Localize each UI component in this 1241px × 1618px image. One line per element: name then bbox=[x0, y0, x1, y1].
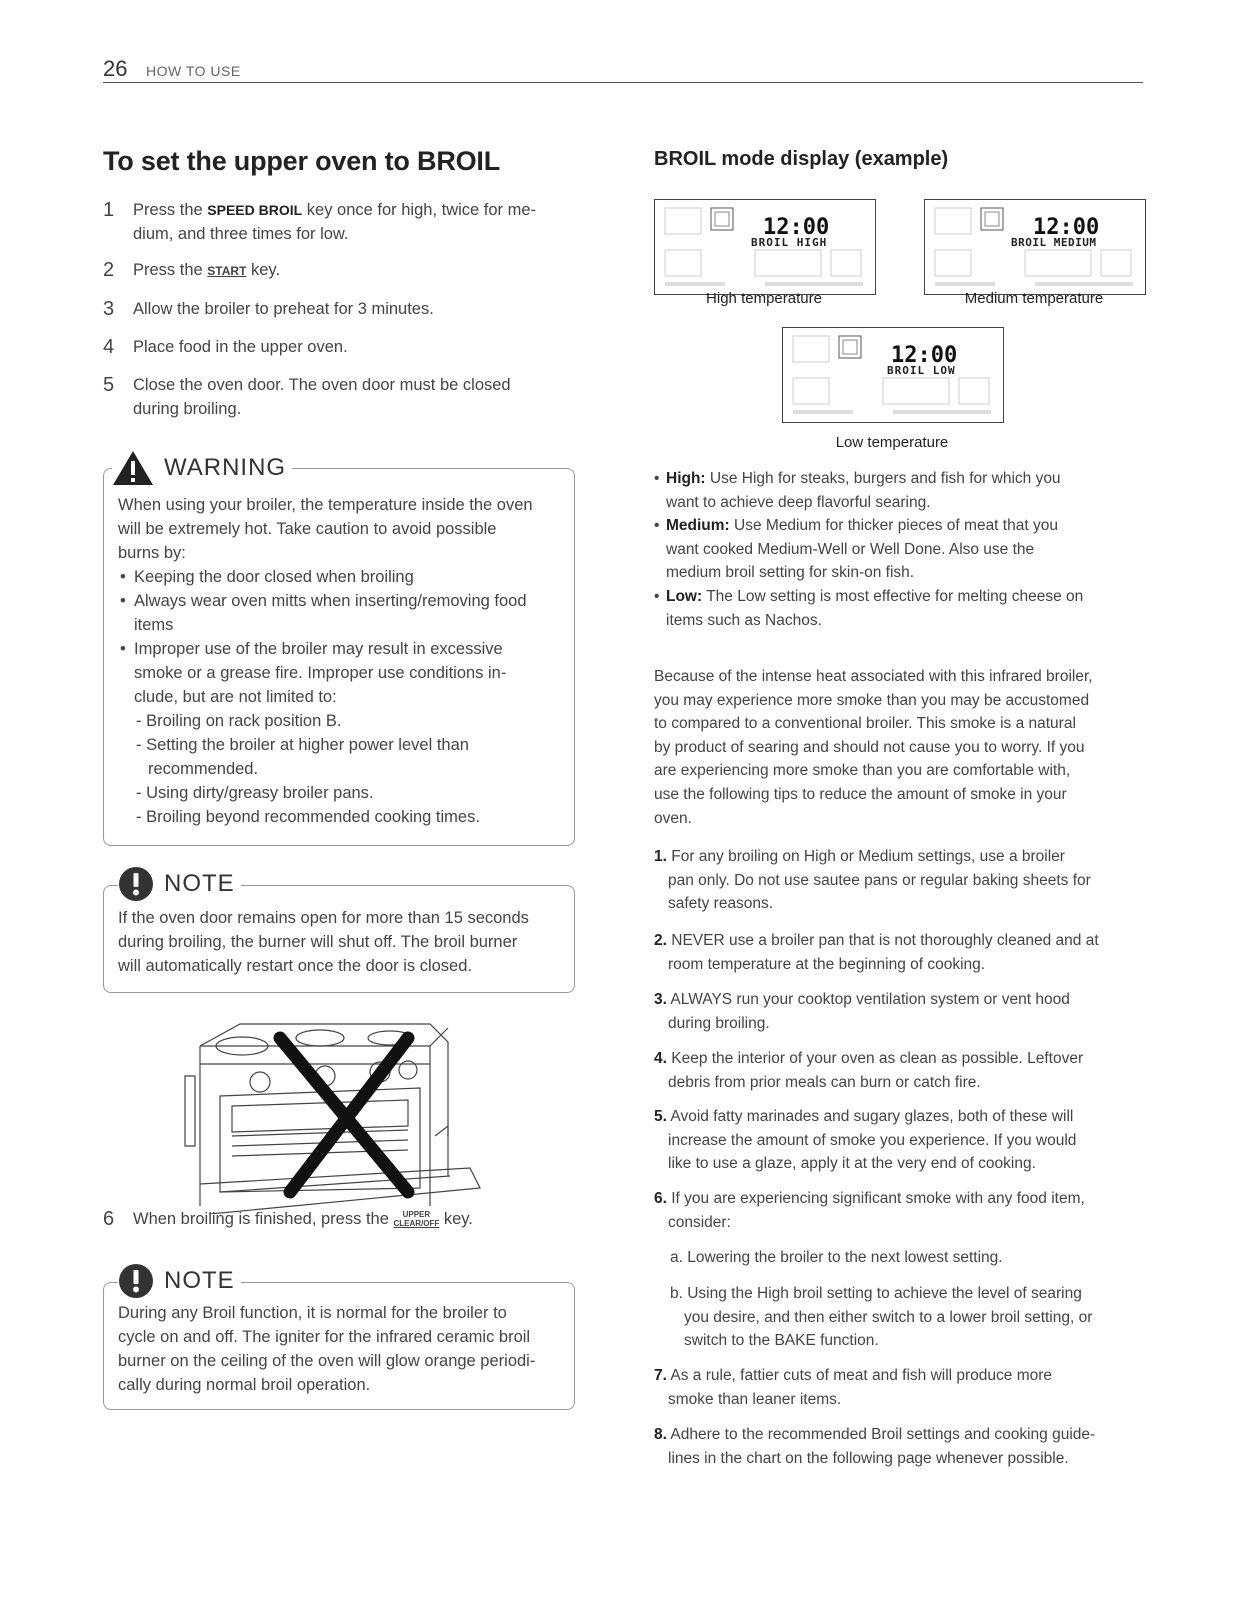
start-key: START bbox=[207, 264, 247, 278]
tip-7: 7. As a rule, fattier cuts of meat and fish will produce more smoke than leaner items. bbox=[654, 1367, 1053, 1408]
lcd-display-low bbox=[782, 327, 1004, 423]
lcd-mode: BROIL LOW bbox=[887, 364, 956, 377]
step-6: 6 When broiling is finished, press the UPPER CLEAR/OFF key. bbox=[103, 1208, 473, 1230]
list-item: • Keeping the door closed when broiling bbox=[134, 565, 568, 589]
info-icon bbox=[118, 866, 154, 902]
step-5: 5 Close the oven door. The oven door must be closed during broiling. bbox=[103, 374, 511, 418]
tip-3: 3. ALWAYS run your cooktop ventilation system or vent hood during broiling. bbox=[654, 991, 1070, 1032]
tip-6: 6. If you are experiencing significant smoke with any food item, consider: bbox=[654, 1190, 1085, 1231]
warning-text: When using your broiler, the temperature inside the oven will be extremely hot. Take caution to avoid possible burns by: • Keeping the door closed when broiling • Always wear oven mitts when inserting/removing food items • Improper use of the broiler may result in excessive smoke or a grease fire. Improper use conditions in- clude, but are not limited to: - Broiling on rack position B. - Setting the broiler at higher power level than recommended. - Using dirty/greasy broiler pans. - Broiling beyond recommended cooking times. bbox=[118, 493, 568, 829]
lcd-mode: BROIL HIGH bbox=[751, 236, 828, 249]
section-title: HOW TO USE bbox=[146, 63, 241, 79]
page-header bbox=[103, 56, 1143, 83]
tip-6a: a. Lowering the broiler to the next lowest setting. bbox=[670, 1249, 1003, 1266]
tip-5: 5. Avoid fatty marinades and sugary glazes, both of these will increase the amount of smoke you experience. If you would like to use a glaze, apply it at the very end of cooking. bbox=[654, 1108, 1077, 1173]
note-heading: NOTE bbox=[118, 1263, 241, 1299]
list-item: • Always wear oven mitts when inserting/removing food items bbox=[134, 589, 568, 637]
caption-medium: Medium temperature bbox=[964, 290, 1104, 307]
tip-2: 2. NEVER use a broiler pan that is not thoroughly cleaned and at room temperature at the beginning of cooking. bbox=[654, 932, 1099, 973]
caption-low: Low temperature bbox=[835, 434, 949, 451]
display-section-title: BROIL mode display (example) bbox=[654, 148, 949, 170]
step-1: 1 Press the SPEED BROIL key once for high, twice for me- dium, and three times for low. bbox=[103, 199, 537, 243]
broil-modes-list bbox=[666, 467, 1166, 632]
oven-door-open-illustration bbox=[180, 1016, 500, 1214]
note-text: If the oven door remains open for more than 15 seconds during broiling, the burner will shut off. The broil burner will automatically restart once the door is closed. bbox=[118, 909, 529, 975]
lcd-time: 12:00 bbox=[891, 343, 958, 368]
info-icon bbox=[118, 1263, 154, 1299]
step-3: 3 Allow the broiler to preheat for 3 minutes. bbox=[103, 298, 434, 320]
note-text: During any Broil function, it is normal for the broiler to cycle on and off. The igniter for the infrared ceramic broil burner on the ceiling of the oven will glow orange periodi- cally during normal broil operation. bbox=[118, 1304, 536, 1394]
smoke-intro-paragraph: Because of the intense heat associated with this infrared broiler, you may experience more smoke than you may be accustomed to compared to a conventional broiler. This smoke is a natural by product of searing and should not cause you to worry. If you are experiencing more smoke than you are comfortable with, use the following tips to reduce the amount of smoke in your oven. bbox=[654, 668, 1093, 827]
lcd-time: 12:00 bbox=[1033, 215, 1100, 240]
lcd-mode: BROIL MEDIUM bbox=[1011, 236, 1097, 249]
list-item: • Low: The Low setting is most effective for melting cheese on items such as Nachos. bbox=[666, 585, 1166, 632]
warning-heading: WARNING bbox=[112, 450, 292, 486]
lcd-display-high bbox=[654, 199, 876, 295]
page-number: 26 bbox=[103, 56, 128, 81]
list-item: • Medium: Use Medium for thicker pieces of meat that you want cooked Medium-Well or Well Done. Also use the medium broil setting for skin-on fish. bbox=[666, 514, 1166, 585]
step-2: 2 Press the START key. bbox=[103, 259, 281, 281]
tip-8: 8. Adhere to the recommended Broil settings and cooking guide- lines in the chart on the following page whenever possible. bbox=[654, 1426, 1096, 1467]
tip-6b: b. Using the High broil setting to achieve the level of searing you desire, and then either switch to a lower broil setting, or switch to the BAKE function. bbox=[670, 1285, 1093, 1350]
upper-clear-off-key: UPPER CLEAR/OFF bbox=[393, 1210, 440, 1228]
warning-list bbox=[118, 565, 568, 709]
step-number: 1 bbox=[103, 199, 115, 221]
lcd-display-medium bbox=[924, 199, 1146, 295]
note-heading: NOTE bbox=[118, 866, 241, 902]
speed-broil-key: SPEED BROIL bbox=[207, 202, 303, 218]
list-item: • High: Use High for steaks, burgers and fish for which you want to achieve deep flavorful searing. bbox=[666, 467, 1166, 514]
step-4: 4 Place food in the upper oven. bbox=[103, 336, 348, 358]
warning-triangle-icon bbox=[112, 450, 154, 486]
page-title: To set the upper oven to BROIL bbox=[103, 146, 501, 176]
list-item: • Improper use of the broiler may result in excessive smoke or a grease fire. Improper use conditions in- clude, but are not limited to: bbox=[134, 637, 568, 709]
lcd-time: 12:00 bbox=[763, 215, 830, 240]
tip-1: 1. For any broiling on High or Medium settings, use a broiler pan only. Do not use sautee pans or regular baking sheets for safety reasons. bbox=[654, 848, 1091, 913]
caption-high: High temperature bbox=[706, 290, 822, 307]
tip-4: 4. Keep the interior of your oven as clean as possible. Leftover debris from prior meals can burn or catch fire. bbox=[654, 1050, 1084, 1091]
